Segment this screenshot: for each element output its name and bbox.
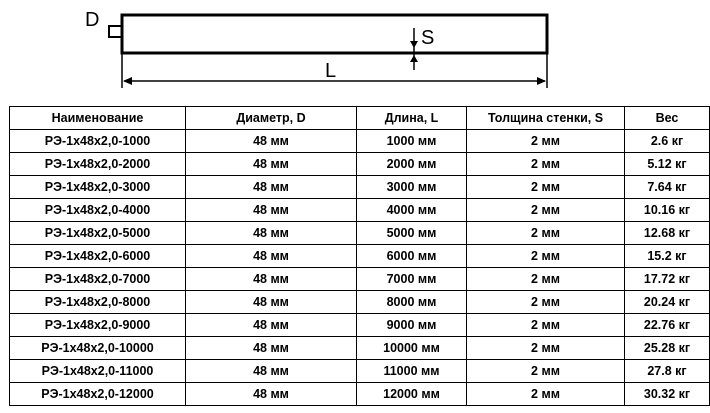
cell-wall-thickness: 2 мм [467, 130, 625, 153]
wall-thickness-arrow-up [410, 55, 418, 62]
cell-diameter: 48 мм [186, 383, 357, 406]
cell-length: 12000 мм [357, 383, 467, 406]
table-row [10, 199, 710, 222]
cell-wall-thickness: 2 мм [467, 337, 625, 360]
cell-wall-thickness: 2 мм [467, 314, 625, 337]
cell-weight: 5.12 кг [625, 153, 710, 176]
cell-diameter: 48 мм [186, 291, 357, 314]
cell-weight: 27.8 кг [625, 360, 710, 383]
header-diameter: Диаметр, D [186, 107, 357, 130]
header-wall-thickness: Толщина стенки, S [467, 107, 625, 130]
table-row [10, 291, 710, 314]
cell-length: 7000 мм [357, 268, 467, 291]
cell-weight: 25.28 кг [625, 337, 710, 360]
cell-name: РЭ-1х48х2,0-8000 [10, 291, 186, 314]
diameter-label: D [85, 9, 100, 31]
cell-diameter: 48 мм [186, 337, 357, 360]
table-row [10, 176, 710, 199]
cell-name: РЭ-1х48х2,0-12000 [10, 383, 186, 406]
cell-weight: 30.32 кг [625, 383, 710, 406]
table-row [10, 130, 710, 153]
pipe-end-cap [109, 26, 122, 37]
cell-diameter: 48 мм [186, 268, 357, 291]
cell-name: РЭ-1х48х2,0-7000 [10, 268, 186, 291]
cell-diameter: 48 мм [186, 314, 357, 337]
cell-length: 5000 мм [357, 222, 467, 245]
cell-diameter: 48 мм [186, 245, 357, 268]
cell-name: РЭ-1х48х2,0-3000 [10, 176, 186, 199]
cell-diameter: 48 мм [186, 222, 357, 245]
cell-wall-thickness: 2 мм [467, 176, 625, 199]
length-arrow-right [537, 77, 546, 85]
cell-name: РЭ-1х48х2,0-2000 [10, 153, 186, 176]
cell-length: 9000 мм [357, 314, 467, 337]
cell-weight: 17.72 кг [625, 268, 710, 291]
cell-wall-thickness: 2 мм [467, 291, 625, 314]
cell-diameter: 48 мм [186, 199, 357, 222]
cell-weight: 22.76 кг [625, 314, 710, 337]
cell-diameter: 48 мм [186, 360, 357, 383]
cell-weight: 20.24 кг [625, 291, 710, 314]
table-row [10, 337, 710, 360]
cell-weight: 15.2 кг [625, 245, 710, 268]
table-row [10, 383, 710, 406]
cell-length: 3000 мм [357, 176, 467, 199]
cell-wall-thickness: 2 мм [467, 360, 625, 383]
header-weight: Вес [625, 107, 710, 130]
cell-wall-thickness: 2 мм [467, 153, 625, 176]
pipe-drawing [0, 0, 667, 100]
table-row [10, 245, 710, 268]
cell-name: РЭ-1х48х2,0-10000 [10, 337, 186, 360]
cell-weight: 2.6 кг [625, 130, 710, 153]
cell-diameter: 48 мм [186, 153, 357, 176]
table-row [10, 153, 710, 176]
cell-length: 11000 мм [357, 360, 467, 383]
wall-thickness-arrow-down [410, 41, 418, 48]
cell-length: 4000 мм [357, 199, 467, 222]
spec-table [9, 106, 710, 406]
length-arrow-left [123, 77, 132, 85]
cell-diameter: 48 мм [186, 176, 357, 199]
cell-name: РЭ-1х48х2,0-9000 [10, 314, 186, 337]
cell-weight: 12.68 кг [625, 222, 710, 245]
pipe-body [122, 15, 547, 53]
cell-name: РЭ-1х48х2,0-5000 [10, 222, 186, 245]
cell-name: РЭ-1х48х2,0-1000 [10, 130, 186, 153]
cell-wall-thickness: 2 мм [467, 245, 625, 268]
table-row [10, 314, 710, 337]
cell-length: 6000 мм [357, 245, 467, 268]
table-header-row [10, 107, 710, 130]
table-row [10, 268, 710, 291]
cell-diameter: 48 мм [186, 130, 357, 153]
cell-length: 2000 мм [357, 153, 467, 176]
header-length: Длина, L [357, 107, 467, 130]
cell-length: 8000 мм [357, 291, 467, 314]
cell-length: 10000 мм [357, 337, 467, 360]
cell-weight: 7.64 кг [625, 176, 710, 199]
cell-name: РЭ-1х48х2,0-6000 [10, 245, 186, 268]
table-row [10, 360, 710, 383]
wall-thickness-label: S [421, 27, 435, 49]
cell-wall-thickness: 2 мм [467, 383, 625, 406]
cell-wall-thickness: 2 мм [467, 268, 625, 291]
cell-length: 1000 мм [357, 130, 467, 153]
table-row [10, 222, 710, 245]
length-label: L [325, 60, 337, 82]
header-name: Наименование [10, 107, 186, 130]
cell-wall-thickness: 2 мм [467, 222, 625, 245]
cell-name: РЭ-1х48х2,0-4000 [10, 199, 186, 222]
cell-name: РЭ-1х48х2,0-11000 [10, 360, 186, 383]
cell-wall-thickness: 2 мм [467, 199, 625, 222]
cell-weight: 10.16 кг [625, 199, 710, 222]
